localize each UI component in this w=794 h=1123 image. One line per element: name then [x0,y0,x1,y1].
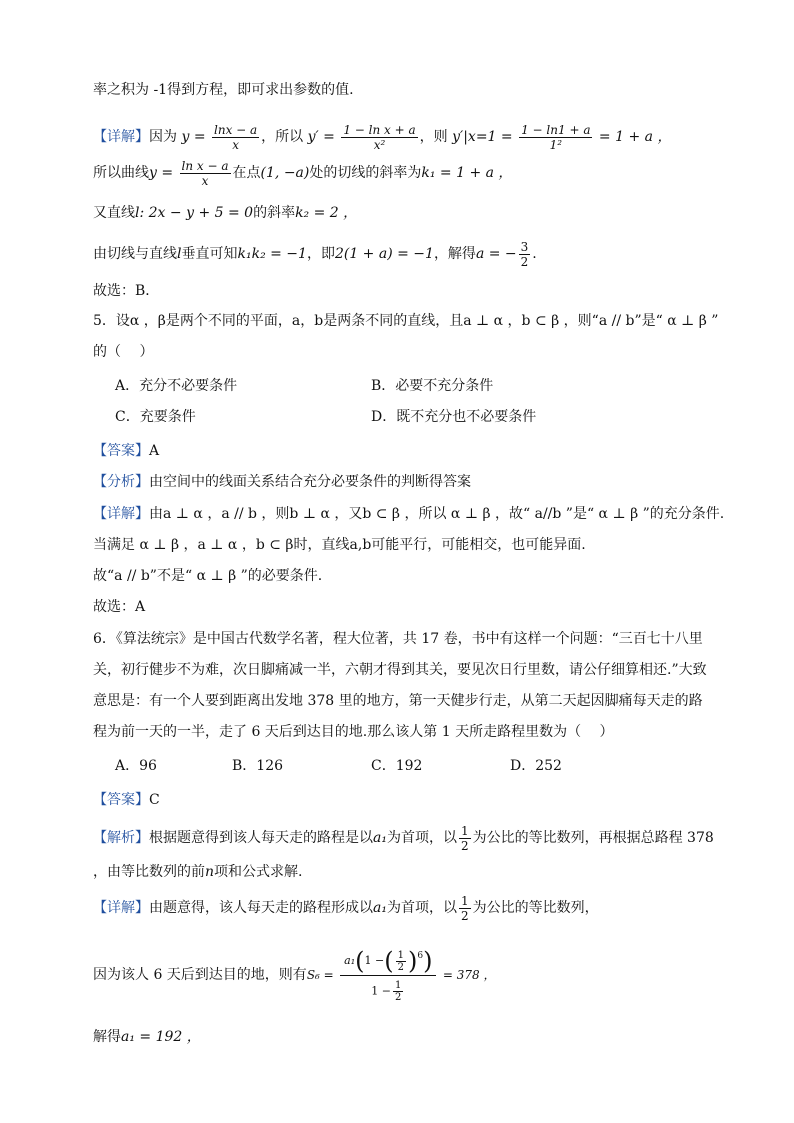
q5-stem-line2: 的（ ） [93,344,154,360]
q5-option-c: C．充要条件 [115,409,196,425]
fraction: $\frac{1}{2}$ [460,893,469,923]
detail-tag: 【详解】 [93,129,149,145]
q6-detail-line1: 【详解】由题意得，该人每天走的路程形成以a₁为首项，以 $\frac{1}{2}$ 为公比的等比数列， [93,893,599,923]
q4-detail-line4: 由切线与直线l垂直可知k₁k₂ = −1，即2(1 + a) = −1，解得a = − $\frac{3}{2}$ . [93,239,537,269]
q5-option-d: D．既不充分也不必要条件 [371,409,537,425]
equation: y′|x=1 = [452,129,513,145]
equation: y = [181,129,206,145]
sum-fraction: a₁(1 −( $\frac{1}{2}$ )$^6$) 1 − $\frac{1}{2}$ [340,947,436,1003]
fraction: $\frac{\text{ln x − a}}{x}$ [181,158,229,188]
q6-option-a: A．96 [115,758,157,774]
q4-detail-line1: 【详解】因为 y = $\frac{\ln x - a}{x}$ ，所以 y′ = $\frac{\text{1 − ln x + a}}{\text{x²}}$ ，则 y′|x=1 = $\frac{1 - \ln 1 + a}{\text{1²}}$ = 1 + a ， [93,122,672,152]
q5-detail-line1: 【详解】由a ⊥ α ，a // b ，则b ⊥ α ，又b ⊂ β ，所以 α ⊥ β ，故“ a//b ”是“ α ⊥ β ”的充分条件. [93,506,725,522]
fraction: $\frac{\text{1 − ln x + a}}{\text{x²}}$ [343,122,416,152]
q6-option-b: B．126 [232,758,284,774]
q5-option-a: A．充分不必要条件 [115,378,238,394]
q5-choose: 故选：A [93,599,146,615]
q6-analysis-line2: ，由等比数列的前n项和公式求解. [93,864,303,880]
q6-stem-line3: 意思是：有一个人要到距离出发地 378 里的地方，第一天健步行走，从第二天起因脚痛每天走的路 [93,693,703,709]
intro-text: 率之积为 -1得到方程，即可求出参数的值. [93,82,354,98]
intro-line [93,80,354,100]
q5-option-b: B．必要不充分条件 [371,378,494,394]
equation: y′ = [307,129,335,145]
q6-option-d: D．252 [510,758,562,774]
q6-sum-line: 因为该人 6 天后到达目的地，则有S₆ = a₁(1 −( $\frac{1}{2}$ )$^6$) 1 − $\frac{1}{2}$ = 378 ， [93,947,496,1003]
q6-stem-line1: 6．《算法统宗》是中国古代数学名著，程大位著，共 17 卷，书中有这样一个问题：“三百七十八里 [93,631,703,647]
q5-stem-line1: 5．设α ，β是两个不同的平面，a，b是两条不同的直线，且a ⊥ α ，b ⊂ β ，则“a // b”是“ α ⊥ β ” [93,313,719,329]
q6-answer: 【答案】C [93,792,160,808]
q4-detail-line3: 又直线l: 2x − y + 5 = 0的斜率k₂ = 2 ， [93,205,358,221]
q5-detail-line3: 故“a // b”不是“ α ⊥ β ”的必要条件. [93,568,323,584]
q6-solve: 解得a₁ = 192 ， [93,1029,201,1045]
fraction: $\frac{1 - \ln 1 + a}{\text{1²}}$ [521,122,591,152]
q6-analysis-line1: 【解析】根据题意得到该人每天走的路程是以a₁为首项，以 $\frac{1}{2}$ 为公比的等比数列，再根据总路程 378 [93,823,714,853]
q4-choose: 故选：B． [93,283,160,299]
q5-detail-line2: 当满足 α ⊥ β ，a ⊥ α ，b ⊂ β时，直线a,b可能平行，可能相交，也可能异面. [93,537,586,553]
q6-stem-line4: 程为前一天的一半，走了 6 天后到达目的地.那么该人第 1 天所走路程里数为（ ） [93,724,614,740]
fraction: $\frac{3}{2}$ [520,239,529,269]
q6-option-c: C．192 [371,758,423,774]
fraction: $\frac{1}{2}$ [460,823,469,853]
q4-detail-line2: 所以曲线y = $\frac{\text{ln x − a}}{x}$ 在点(1, −a)处的切线的斜率为k₁ = 1 + a ， [93,158,513,188]
fraction: $\frac{\ln x - a}{x}$ [214,122,258,152]
detail-text: 因为 [149,129,177,145]
q6-stem-line2: 关，初行健步不为难，次日脚痛减一半，六朝才得到其关，要见次日行里数，请公仔细算相还.”大致 [93,662,707,678]
q5-analysis: 【分析】由空间中的线面关系结合充分必要条件的判断得答案 [93,474,471,490]
q5-answer: 【答案】A [93,443,160,459]
